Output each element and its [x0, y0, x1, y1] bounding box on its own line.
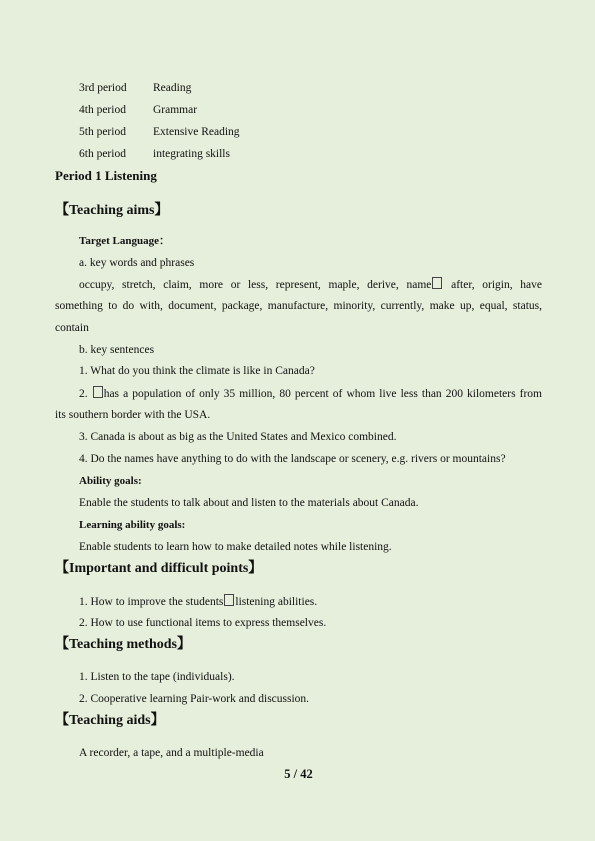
target-language-label: Target Language： — [79, 235, 170, 247]
learning-ability-label: Learning ability goals: — [79, 519, 186, 531]
important-points-heading: 【Important and difficult points】 — [55, 561, 263, 576]
schedule-period: 4th period — [79, 104, 126, 116]
schedule-row — [79, 81, 191, 95]
schedule-period: 6th period — [79, 148, 126, 160]
key-sentence-number: 2. — [79, 388, 92, 400]
teaching-aims-heading: 【Teaching aims】 — [55, 203, 169, 218]
key-sentence-text: has a population of only 35 million, 80 percent of whom live less than 200 kilometers from — [103, 388, 543, 400]
teaching-aids-text: A recorder, a tape, and a multiple-media — [79, 747, 264, 759]
missing-glyph-box — [93, 386, 103, 398]
missing-glyph-box — [224, 594, 234, 606]
teaching-method: 2. Cooperative learning Pair-work and discussion. — [79, 693, 310, 705]
missing-glyph-box — [432, 277, 442, 289]
important-point: 2. How to use functional items to express themselves. — [79, 617, 327, 629]
schedule-row — [79, 125, 240, 139]
ability-goals-label: Ability goals: — [79, 475, 142, 487]
key-sentence: 4. Do the names have anything to do with the landscape or scenery, e.g. rivers or mountains? — [79, 453, 506, 465]
key-sentence: its southern border with the USA. — [55, 409, 211, 421]
schedule-topic: Extensive Reading — [153, 126, 240, 138]
key-words-text: after, origin, have — [443, 279, 543, 291]
key-words-line: contain — [55, 322, 89, 334]
key-sentences-label: b. key sentences — [79, 344, 155, 356]
schedule-topic: Reading — [153, 82, 192, 94]
key-sentence — [79, 386, 542, 401]
important-point-text: listening abilities. — [235, 596, 318, 608]
teaching-methods-heading: 【Teaching methods】 — [55, 637, 192, 652]
key-words-line — [79, 277, 542, 292]
teaching-method: 1. Listen to the tape (individuals). — [79, 671, 235, 683]
key-sentence: 1. What do you think the climate is like in Canada? — [79, 365, 315, 377]
key-words-text: occupy, stretch, claim, more or less, represent, maple, derive, name — [79, 279, 432, 291]
schedule-row — [79, 103, 197, 117]
ability-goals-text: Enable the students to talk about and listen to the materials about Canada. — [79, 497, 419, 509]
schedule-topic: Grammar — [153, 104, 198, 116]
schedule-topic: integrating skills — [153, 148, 230, 160]
important-point-text: 1. How to improve the students — [79, 596, 224, 608]
key-sentence: 3. Canada is about as big as the United States and Mexico combined. — [79, 431, 397, 443]
document-page — [55, 0, 542, 841]
teaching-aids-heading: 【Teaching aids】 — [55, 713, 165, 728]
key-words-label: a. key words and phrases — [79, 257, 195, 269]
period-title: Period 1 Listening — [55, 168, 157, 183]
schedule-period: 3rd period — [79, 82, 127, 94]
page-number: 5 / 42 — [284, 767, 313, 781]
schedule-row — [79, 147, 230, 161]
key-words-line: something to do with, document, package, manufacture, minority, currently, make up, equal, status, — [55, 300, 542, 312]
learning-ability-text: Enable students to learn how to make detailed notes while listening. — [79, 541, 392, 553]
important-point — [79, 594, 317, 609]
schedule-period: 5th period — [79, 126, 126, 138]
